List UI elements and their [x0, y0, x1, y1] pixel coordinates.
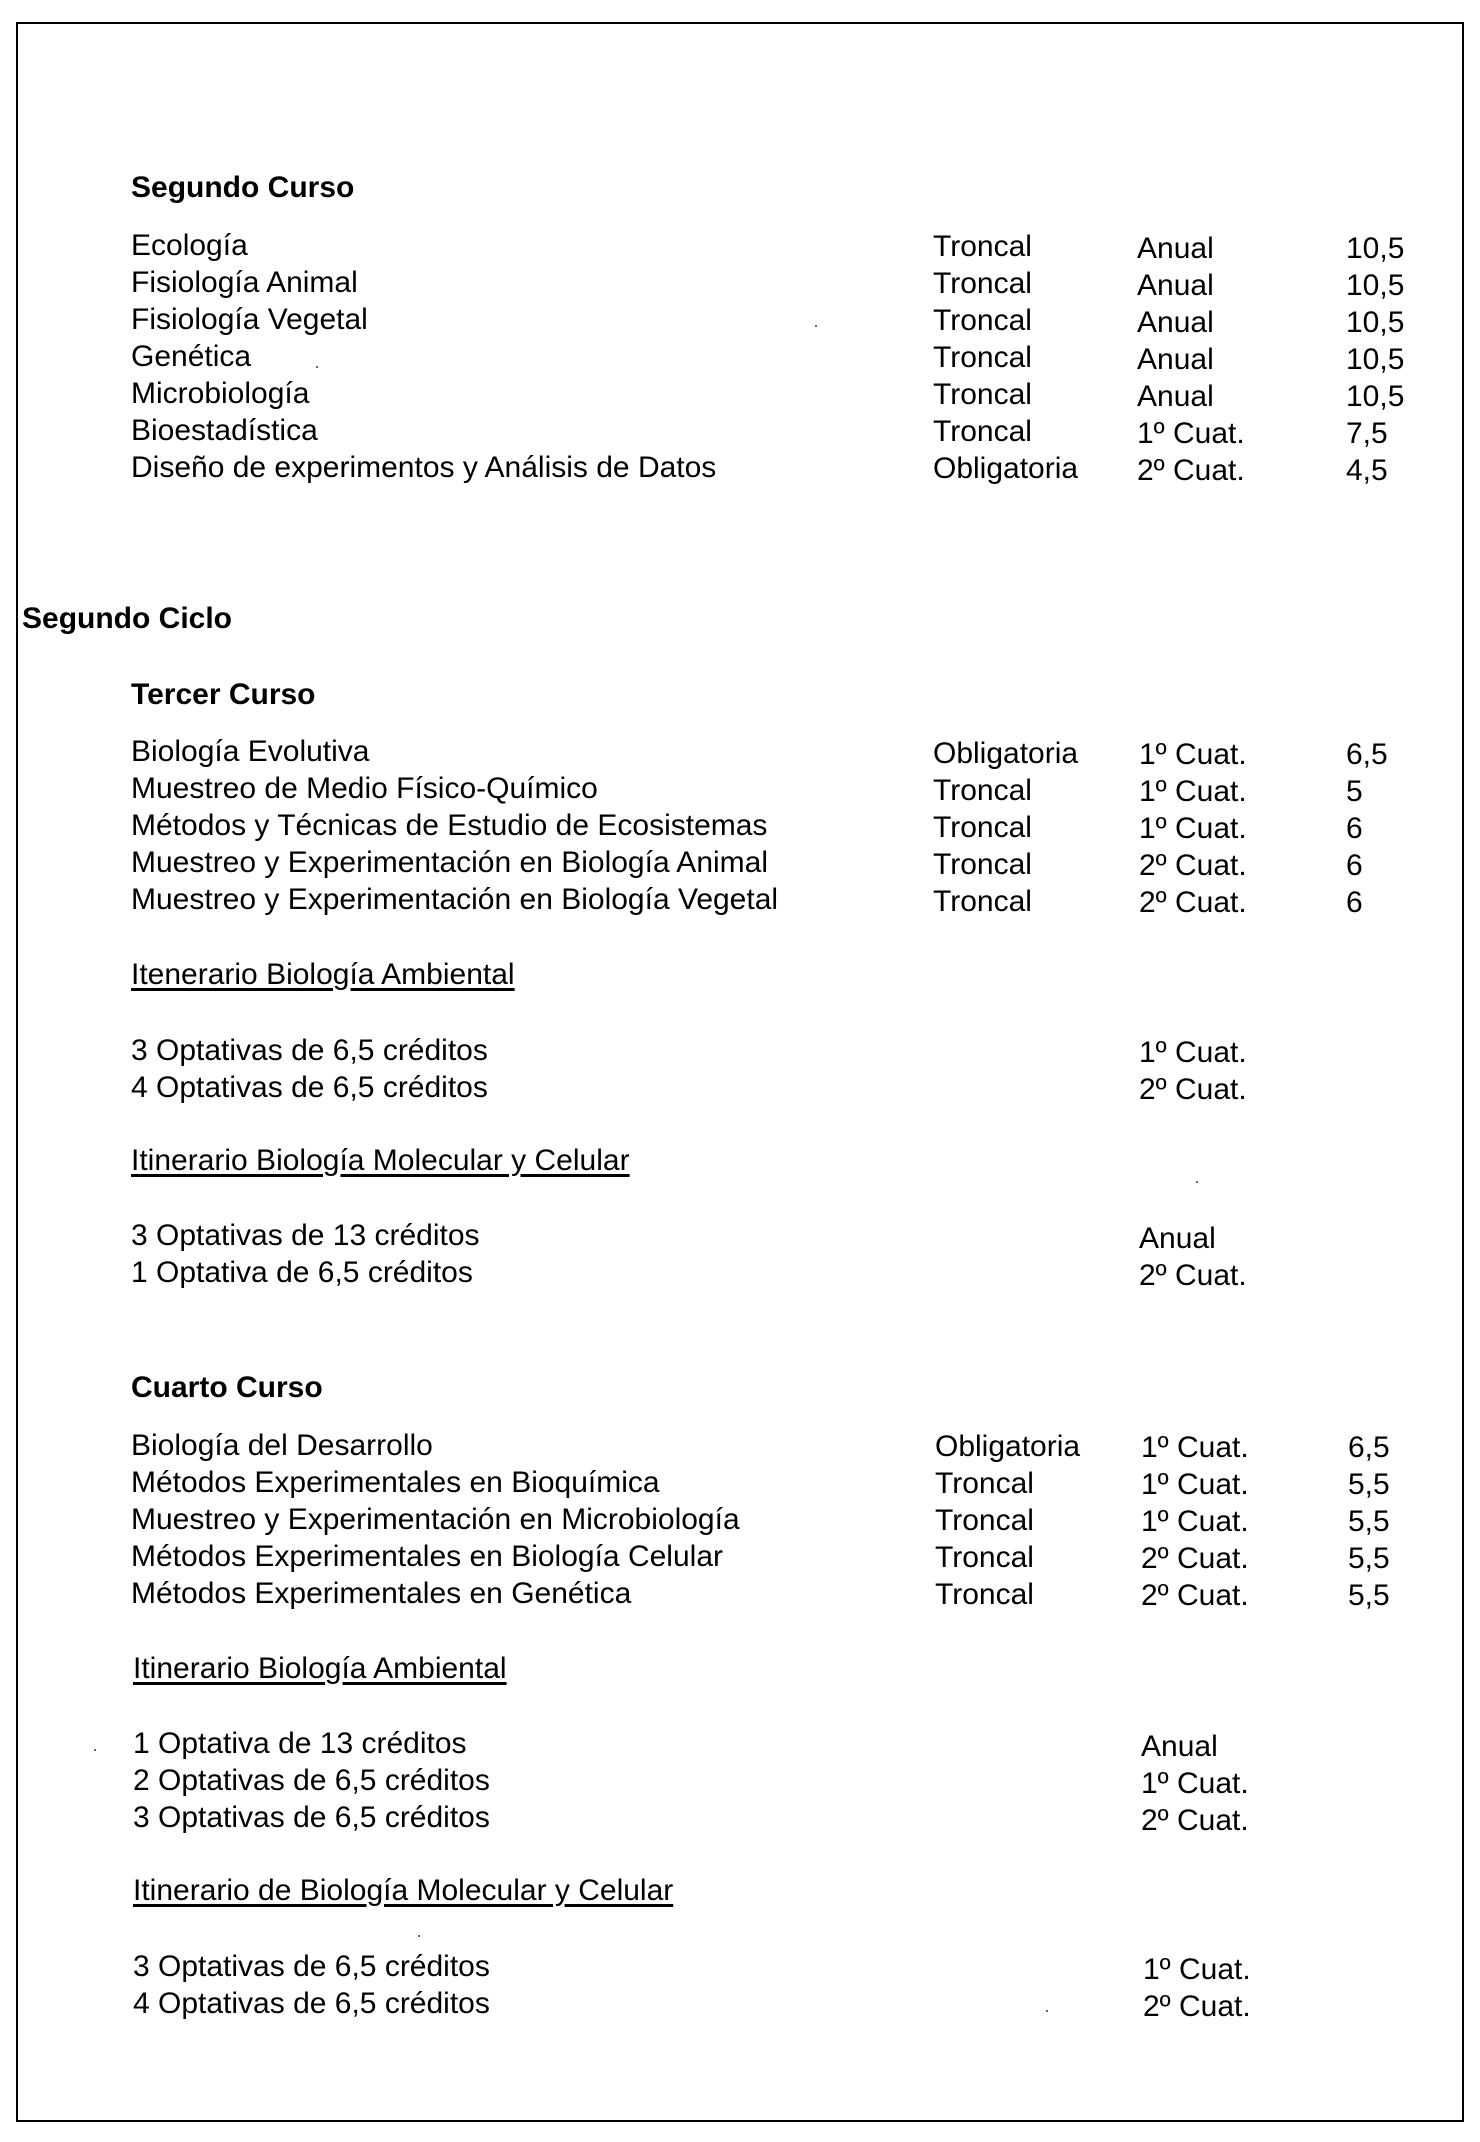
table-row-period: Anual — [1137, 269, 1214, 302]
table-row-subject: Bioestadística — [131, 414, 318, 447]
table-row-type: Troncal — [933, 230, 1032, 263]
elective-row-text: 1 Optativa de 6,5 créditos — [131, 1256, 473, 1289]
table-row-credits: 10,5 — [1346, 380, 1405, 413]
table-row-credits: 5,5 — [1348, 1579, 1390, 1612]
table-row-credits: 6 — [1346, 812, 1363, 845]
table-row-subject: Biología Evolutiva — [131, 735, 370, 768]
table-row-subject: Fisiología Vegetal — [131, 303, 368, 336]
table-row-subject: Ecología — [131, 229, 248, 262]
table-row-credits: 5,5 — [1348, 1542, 1390, 1575]
scan-speck — [418, 1935, 420, 1937]
table-row-type: Obligatoria — [933, 737, 1079, 770]
table-row-type: Troncal — [933, 848, 1032, 881]
table-row-credits: 6,5 — [1348, 1431, 1390, 1464]
elective-row-period: 1º Cuat. — [1141, 1767, 1249, 1800]
scan-speck — [1196, 1181, 1198, 1183]
elective-row-period: 2º Cuat. — [1139, 1259, 1247, 1292]
table-row-credits: 10,5 — [1346, 269, 1405, 302]
table-row-type: Troncal — [933, 378, 1032, 411]
itinerary-heading: Itinerario Biología Molecular y Celular — [131, 1144, 630, 1177]
table-row-type: Troncal — [935, 1504, 1034, 1537]
table-row-credits: 10,5 — [1346, 232, 1405, 265]
table-row-period: Anual — [1137, 343, 1214, 376]
tercer-curso-heading: Tercer Curso — [131, 678, 316, 711]
table-row-type: Troncal — [933, 774, 1032, 807]
table-row-period: 2º Cuat. — [1141, 1579, 1249, 1612]
table-row-credits: 7,5 — [1346, 417, 1388, 450]
elective-row-text: 1 Optativa de 13 créditos — [133, 1727, 467, 1760]
table-row-period: Anual — [1137, 380, 1214, 413]
table-row-credits: 5,5 — [1348, 1505, 1390, 1538]
elective-row-text: 3 Optativas de 6,5 créditos — [133, 1950, 490, 1983]
table-row-type: Troncal — [933, 304, 1032, 337]
table-row-type: Troncal — [933, 415, 1032, 448]
elective-row-text: 2 Optativas de 6,5 créditos — [133, 1764, 490, 1797]
elective-row-text: 3 Optativas de 13 créditos — [131, 1219, 480, 1252]
elective-row-period: 1º Cuat. — [1143, 1953, 1251, 1986]
table-row-type: Troncal — [933, 811, 1032, 844]
elective-row-text: 4 Optativas de 6,5 créditos — [131, 1071, 488, 1104]
table-row-type: Obligatoria — [935, 1430, 1081, 1463]
scan-speck — [1046, 2010, 1048, 2012]
table-row-type: Obligatoria — [933, 452, 1079, 485]
table-row-type: Troncal — [935, 1541, 1034, 1574]
elective-row-period: 2º Cuat. — [1143, 1990, 1251, 2023]
elective-row-text: 4 Optativas de 6,5 créditos — [133, 1987, 490, 2020]
table-row-credits: 6 — [1346, 849, 1363, 882]
table-row-credits: 5,5 — [1348, 1468, 1390, 1501]
table-row-type: Troncal — [933, 267, 1032, 300]
table-row-subject: Microbiología — [131, 377, 310, 410]
table-row-subject: Métodos Experimentales en Genética — [131, 1577, 632, 1610]
elective-row-period: Anual — [1139, 1222, 1216, 1255]
table-row-subject: Muestreo y Experimentación en Microbiología — [131, 1503, 740, 1536]
elective-row-text: 3 Optativas de 6,5 créditos — [133, 1801, 490, 1834]
table-row-subject: Fisiología Animal — [131, 266, 358, 299]
table-row-subject: Biología del Desarrollo — [131, 1429, 433, 1462]
table-row-period: 1º Cuat. — [1141, 1505, 1249, 1538]
table-row-period: 1º Cuat. — [1141, 1431, 1249, 1464]
segundo-curso-heading: Segundo Curso — [131, 171, 355, 204]
table-row-credits: 5 — [1346, 775, 1363, 808]
table-row-credits: 10,5 — [1346, 343, 1405, 376]
table-row-subject: Muestreo de Medio Físico-Químico — [131, 772, 598, 805]
itinerary-heading: Itinerario de Biología Molecular y Celular — [133, 1874, 674, 1907]
table-row-period: 1º Cuat. — [1139, 738, 1247, 771]
table-row-type: Troncal — [935, 1467, 1034, 1500]
table-row-period: 1º Cuat. — [1139, 775, 1247, 808]
table-row-type: Troncal — [935, 1578, 1034, 1611]
cuarto-curso-heading: Cuarto Curso — [131, 1371, 323, 1404]
table-row-subject: Genética — [131, 340, 252, 373]
table-row-subject: Métodos Experimentales en Biología Celular — [131, 1540, 723, 1573]
table-row-credits: 4,5 — [1346, 454, 1388, 487]
table-row-subject: Métodos Experimentales en Bioquímica — [131, 1466, 660, 1499]
table-row-subject: Muestreo y Experimentación en Biología Vegetal — [131, 883, 779, 916]
table-row-credits: 6 — [1346, 886, 1363, 919]
scan-speck — [316, 366, 318, 368]
table-row-period: Anual — [1137, 232, 1214, 265]
table-row-type: Troncal — [933, 341, 1032, 374]
table-row-subject: Métodos y Técnicas de Estudio de Ecosistemas — [131, 809, 768, 842]
itinerary-heading: Itinerario Biología Ambiental — [133, 1652, 507, 1685]
table-row-type: Troncal — [933, 885, 1032, 918]
elective-row-period: 1º Cuat. — [1139, 1036, 1247, 1069]
elective-row-period: 2º Cuat. — [1139, 1073, 1247, 1106]
table-row-period: 2º Cuat. — [1139, 886, 1247, 919]
itinerary-heading: Itenerario Biología Ambiental — [131, 958, 515, 991]
table-row-period: 1º Cuat. — [1139, 812, 1247, 845]
table-row-period: Anual — [1137, 306, 1214, 339]
table-row-credits: 6,5 — [1346, 738, 1388, 771]
elective-row-text: 3 Optativas de 6,5 créditos — [131, 1034, 488, 1067]
segundo-ciclo-heading: Segundo Ciclo — [22, 602, 232, 635]
elective-row-period: Anual — [1141, 1730, 1218, 1763]
table-row-period: 2º Cuat. — [1137, 454, 1245, 487]
table-row-period: 1º Cuat. — [1137, 417, 1245, 450]
elective-row-period: 2º Cuat. — [1141, 1804, 1249, 1837]
table-row-credits: 10,5 — [1346, 306, 1405, 339]
table-row-subject: Diseño de experimentos y Análisis de Datos — [131, 451, 717, 484]
table-row-period: 2º Cuat. — [1141, 1542, 1249, 1575]
table-row-period: 1º Cuat. — [1141, 1468, 1249, 1501]
scan-speck — [94, 1749, 96, 1751]
scan-speck — [815, 325, 817, 327]
table-row-period: 2º Cuat. — [1139, 849, 1247, 882]
table-row-subject: Muestreo y Experimentación en Biología Animal — [131, 846, 769, 879]
